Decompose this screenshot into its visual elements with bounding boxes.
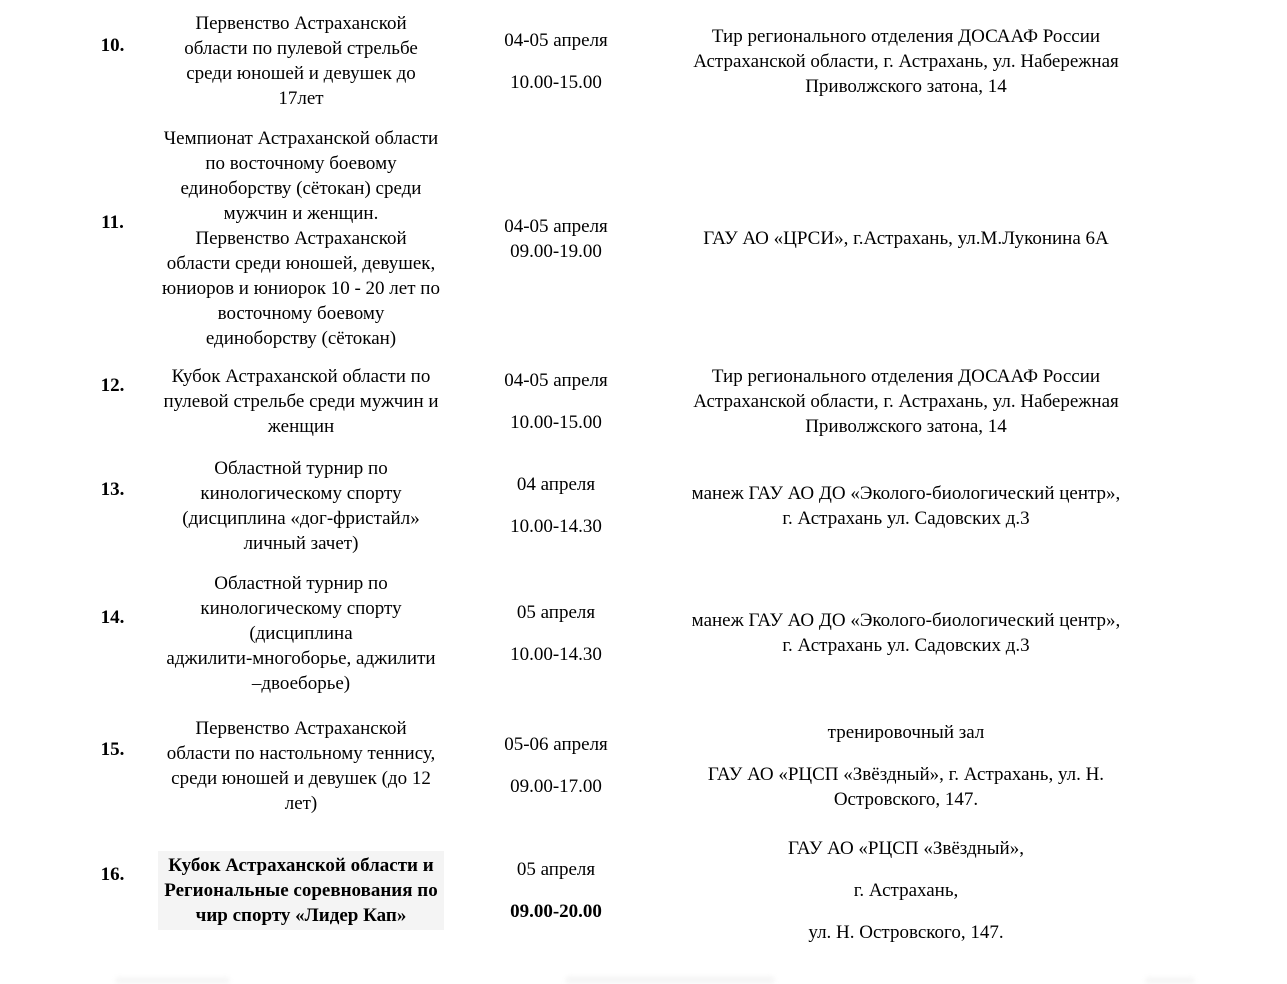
event-name-line: среди юношей и девушек (до 12 (171, 767, 431, 789)
schedule-table-body (85, 0, 1162, 952)
event-name (140, 11, 462, 111)
event-name-line: единоборству (сётокан) среди (180, 178, 422, 199)
location-cell (650, 0, 1162, 122)
time-text: 09.00-17.00 (510, 776, 602, 797)
event-name-line: чир спорту «Лидер Кап» (195, 904, 407, 926)
location-paragraph (650, 364, 1162, 439)
time-text: 10.00-15.00 (510, 71, 602, 93)
location-cell (650, 703, 1162, 828)
event-name-line: Кубок Астраханской области по (171, 366, 431, 387)
event-name-line: аджилити-многоборье, аджилити (166, 647, 436, 669)
row-number: 16. (100, 863, 125, 885)
date-text: 04 апреля (516, 474, 596, 495)
date-text: 05 апреля (516, 601, 596, 623)
event-name-line: Первенство Астраханской (195, 228, 407, 249)
location-cell (650, 448, 1162, 563)
location-paragraph (650, 481, 1162, 531)
event-name (158, 851, 443, 930)
table-row (85, 828, 1162, 952)
date-time-cell (462, 828, 650, 952)
event-name-cell (140, 448, 462, 563)
date-time-cell (462, 122, 650, 355)
event-name-line: области по пулевой стрельбе (184, 38, 418, 59)
event-name-cell (140, 122, 462, 355)
table-row (85, 122, 1162, 355)
date-time-cell (462, 0, 650, 122)
location-cell (650, 122, 1162, 355)
location-paragraph (650, 920, 1162, 945)
location-line: манеж ГАУ АО ДО «Эколого-биологический центр», (691, 610, 1121, 631)
date-text: 04-05 апреля (504, 29, 608, 51)
scan-artifact (565, 976, 775, 984)
location-line: г. Астрахань ул. Садовских д.3 (782, 507, 1030, 529)
location-paragraph (650, 878, 1162, 903)
location-line: г. Астрахань ул. Садовских д.3 (782, 635, 1030, 656)
table-row (85, 355, 1162, 448)
event-name-line: (дисциплина «дог-фристайл» (182, 507, 420, 529)
location-line: тренировочный зал (827, 721, 985, 743)
row-number: 11. (101, 212, 124, 233)
schedule-table (85, 0, 1162, 952)
event-name-line: Областной турнир по (214, 457, 388, 479)
location-line: ГАУ АО «ЦРСИ», г.Астрахань, ул.М.Луконина 6А (703, 228, 1109, 249)
date-time-cell (462, 355, 650, 448)
date-text: 05-06 апреля (504, 734, 608, 755)
event-name-cell (140, 0, 462, 122)
event-name (140, 456, 462, 556)
location-line: ул. Н. Островского, 147. (808, 921, 1004, 943)
location-line: Астраханской области, г. Астрахань, ул. Набережная (693, 391, 1119, 412)
location-line: г. Астрахань, (853, 879, 959, 901)
time-text: 10.00-14.30 (510, 516, 602, 537)
event-name-line: области по настольному теннису, (166, 742, 436, 764)
event-name-line: восточному боевому (217, 303, 385, 324)
event-name (140, 126, 462, 351)
location-line: Островского, 147. (833, 788, 979, 810)
event-name-line: Первенство Астраханской (195, 717, 407, 739)
table-row (85, 448, 1162, 563)
date-time-cell (462, 448, 650, 563)
event-name-line: среди юношей и девушек до (186, 63, 416, 84)
event-name-cell (140, 355, 462, 448)
location-paragraph (650, 226, 1162, 251)
location-line: Приволжского затона, 14 (805, 75, 1007, 97)
event-name-cell (140, 563, 462, 703)
event-name-cell (140, 828, 462, 952)
date-text: 04-05 апреля (504, 370, 608, 391)
time-text: 10.00-15.00 (510, 412, 602, 433)
event-name-line: юниоров и юниорок 10 - 20 лет по (162, 278, 440, 299)
event-name-line: –двоеборье) (251, 672, 351, 694)
scan-artifact (1145, 977, 1195, 984)
location-line: ГАУ АО «РЦСП «Звёздный», (788, 837, 1024, 859)
table-row (85, 563, 1162, 703)
event-name-line: женщин (267, 416, 335, 437)
location-line: манеж ГАУ АО ДО «Эколого-биологический центр», (691, 482, 1121, 504)
event-name-line: пулевой стрельбе среди мужчин и (163, 391, 439, 412)
row-number: 14. (100, 606, 125, 628)
event-name-line: Региональные соревнования по (164, 879, 438, 901)
date-text: 05 апреля (516, 858, 596, 880)
location-paragraph (650, 720, 1162, 745)
time-text: 09.00-19.00 (510, 240, 602, 262)
location-paragraph (650, 836, 1162, 861)
table-row (85, 0, 1162, 122)
location-paragraph (650, 608, 1162, 658)
row-number: 15. (100, 739, 125, 760)
event-name (140, 571, 462, 696)
location-line: Тир регионального отделения ДОСААФ России (711, 25, 1101, 47)
event-name-line: Кубок Астраханской области и (168, 854, 434, 876)
location-paragraph (650, 24, 1162, 99)
event-name (140, 364, 462, 439)
date-time-cell (462, 703, 650, 828)
event-name-line: по восточному боевому (205, 153, 397, 174)
table-row (85, 703, 1162, 828)
event-name-line: кинологическому спорту (200, 597, 402, 619)
event-name-line: единоборству (сётокан) (205, 328, 397, 349)
time-text: 09.00-20.00 (510, 900, 602, 922)
location-cell (650, 563, 1162, 703)
event-name-line: кинологическому спорту (200, 482, 402, 504)
event-name-cell (140, 703, 462, 828)
scan-artifact (115, 977, 230, 984)
event-name-line: 17лет (278, 88, 324, 109)
date-time-cell (462, 563, 650, 703)
row-number: 10. (100, 34, 125, 56)
time-text: 10.00-14.30 (510, 643, 602, 665)
event-name-line: личный зачет) (243, 532, 359, 554)
location-paragraph (650, 762, 1162, 812)
location-line: Приволжского затона, 14 (805, 416, 1007, 437)
event-name-line: Чемпионат Астраханской области (163, 128, 439, 149)
row-number: 13. (100, 479, 125, 500)
event-name-line: Первенство Астраханской (195, 13, 407, 34)
date-text: 04-05 апреля (504, 215, 608, 237)
event-name (140, 716, 462, 816)
location-cell (650, 355, 1162, 448)
location-line: Астраханской области, г. Астрахань, ул. Набережная (693, 50, 1119, 72)
row-number: 12. (100, 375, 125, 396)
event-name-line: лет) (284, 792, 318, 814)
location-line: ГАУ АО «РЦСП «Звёздный», г. Астрахань, ул. Н. (707, 763, 1105, 785)
event-name-line: (дисциплина (249, 622, 353, 644)
location-line: Тир регионального отделения ДОСААФ России (711, 366, 1101, 387)
event-name-line: Областной турнир по (214, 572, 388, 594)
event-name-line: области среди юношей, девушек, (166, 253, 436, 274)
event-name-line: мужчин и женщин. (223, 203, 379, 224)
location-cell (650, 828, 1162, 952)
